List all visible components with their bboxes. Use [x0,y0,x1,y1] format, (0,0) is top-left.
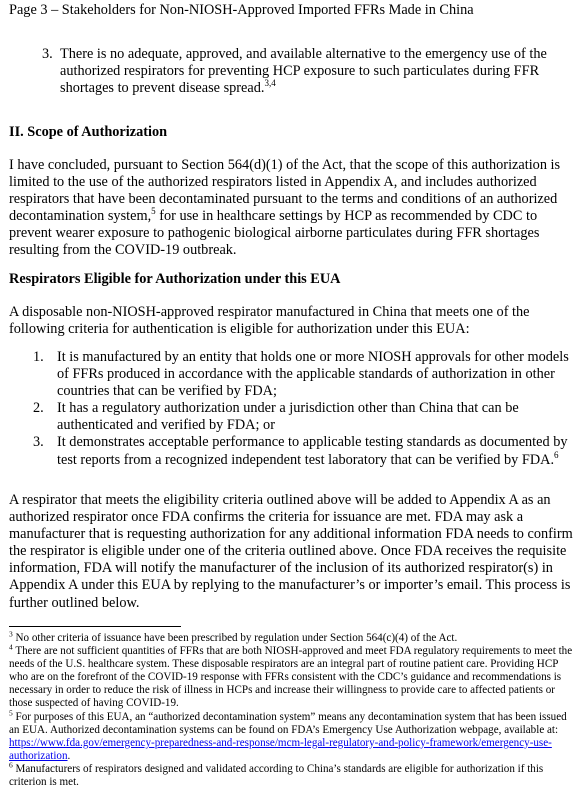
footnote-ref[interactable]: 3,4 [264,78,276,89]
footnote-number: 3 [9,629,13,639]
item-text-body: There is no adequate, approved, and available alternative to the emergency use of the authorized respirators for preventing HCP exposure to such particulates during FFR shortages to prevent disease spread. [60,46,547,97]
footnote-text: There are not sufficient quantities of FFRs that are both NIOSH-approved and meet FDA regulatory requirements to meet the needs of the U.S. healthcare system. These disposable respirators are an integral part of routine patient care. Providing HCP who are on the forefront of the COVID-19 response with FFRs consistent with the CDC’s guidance and recommendations is necessary in order to reduce the risk of illness in HCPs and increase their willingness to provide care to affected patients or those suspected of having COVID-19. [9,645,573,710]
scope-paragraph [9,157,577,260]
criteria-item-3 [9,434,577,468]
subheading-eligible: Respirators Eligible for Authorization under this EUA [9,271,341,287]
footnote-5 [9,707,579,763]
item-number: 1. [33,349,44,365]
section-heading-scope: II. Scope of Authorization [9,124,168,140]
criteria-item-1 [9,349,577,400]
footnote-4 [9,642,579,710]
footnote-number: 4 [9,642,13,652]
footnote-text: For purposes of this EUA, an “authorized decontamination system” means any decontamination system that has been issued an EUA. Authorized decontamination systems can be found on FDA’s Emergency Use Authorization webpage, available at: [9,710,567,736]
footnote-ref[interactable]: 6 [554,449,559,460]
criteria-item-2 [9,400,577,434]
emergency-use-authorization-link[interactable]: https://www.fda.gov/emergency-preparedness-and-response/mcm-legal-regulatory-and-policy-framework/emergency-use-authorization [9,736,552,762]
eligible-closing-paragraph: A respirator that meets the eligibility criteria outlined above will be added to Appendix A as an authorized respirator once FDA confirms the criteria for issuance are met. FDA may ask a manufacturer that is requesting authorization for any additional information FDA needs to confirm the respirator is eligible under one of the criteria outlined above. Once FDA receives the requisite information, FDA will notify the manufacturer of the inclusion of its authorized respirator(s) in Appendix A under this EUA by replying to the manufacturer’s or importer’s email. This process is further outlined below. [9,492,573,611]
footnote-text: Manufacturers of respirators designed and validated according to China’s standards are eligible for authorization if this criterion is met. [9,762,544,789]
item-text: It has a regulatory authorization under a jurisdiction other than China that can be authenticated and verified by FDA; or [57,400,519,434]
footnotes [9,629,579,789]
item-number: 3. [42,46,53,62]
item-text [42,46,577,97]
footnote-text: No other criteria of issuance have been prescribed by regulation under Section 564(c)(4) of the Act. [12,632,458,644]
footnote-ref[interactable]: 5 [151,206,156,217]
list-item-3-top [9,46,577,97]
numbered-item [9,46,577,97]
item-text: It is manufactured by an entity that holds one or more NIOSH approvals for other models of FFRs produced in accordance with the applicable standards of authorization in other countries that can be verified by FDA; [57,349,569,400]
footnote-number: 5 [9,707,13,717]
criteria-list [9,349,577,469]
item-text: It demonstrates acceptable performance to applicable testing standards as documented by test reports from a recognized independent test laboratory that can be verified by FDA. [57,434,568,468]
page-header: Page 3 – Stakeholders for Non-NIOSH-Approved Imported FFRs Made in China [9,2,474,18]
footnote-number: 6 [9,760,13,770]
footnote-6 [9,760,579,789]
item-number: 2. [33,400,44,417]
eligible-intro-paragraph: A disposable non-NIOSH-approved respirator manufactured in China that meets one of the following criteria for authentication is eligible for authorization under this EUA: [9,304,530,338]
footnote-3 [9,629,579,645]
footnote-divider [9,626,181,627]
scope-text-1: I have concluded, pursuant to Section 564(d)(1) of the Act, that the scope of this authorization is limited to the use of the authorized respirators listed in Appendix A, and includes authorized respirators that have been decontaminated pursuant to the terms and conditions of an authorized decontamination system, [9,157,561,225]
item-number: 3. [33,434,44,451]
scope-text-2: for use in healthcare settings by HCP as recommended by CDC to prevent wearer exposure to pathogenic biological airborne particulates during FFR shortages resulting from the COVID-19 outbreak. [9,208,540,259]
footnote-text-end: . [67,749,71,762]
